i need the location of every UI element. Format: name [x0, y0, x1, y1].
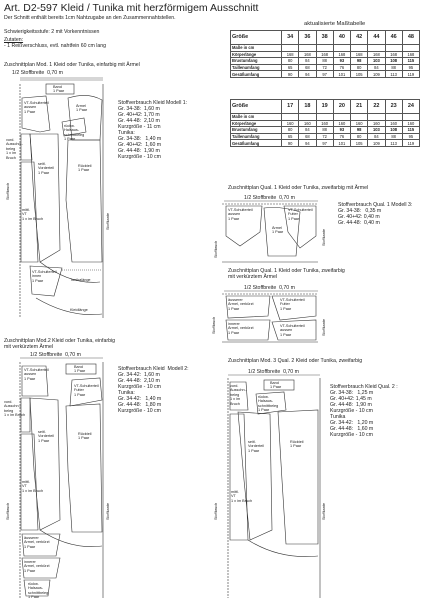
plan-q1-selvage-label: Stoffkante	[322, 228, 326, 246]
difficulty-level: Schwierigkeitsstufe: 2 mit Vorkenntnissen	[4, 29, 100, 35]
table-cell: 68	[299, 133, 316, 140]
plan3-usage: Stoffverbrauch Kleid Qual. 2 : Gr. 34-38: 1,25 m Gr. 40+42: 1,45 m Gr. 44-48: 1,90 m Kurzgröße - 10 cm Tunika Gr. 34-42: 1,20 m Gr. 44-48: 1,60 m Kurzgröße - 10 cm	[330, 384, 398, 438]
table-cell: 168	[351, 51, 368, 58]
plan-q1b-lining-label: VT-Schulterteil Futter 1 Paar	[280, 298, 305, 311]
table-cell: 80	[282, 58, 299, 65]
table-cell: 95	[402, 133, 419, 140]
row-label: Brustumfang	[231, 127, 282, 134]
plan-q1-width: 1/2 Stoffbreite 0,70 m	[244, 195, 295, 201]
table-cell: 168	[402, 51, 419, 58]
table-cell: 168	[385, 51, 402, 58]
table-cell: 119	[402, 71, 419, 78]
plan1-shoulder-label: VT-Schulterteil aussen 1 Paar	[24, 101, 49, 114]
table-cell: 65	[282, 64, 299, 71]
table-cell: 93	[333, 127, 350, 134]
size-header-cell: 21	[351, 100, 368, 114]
table-cell: 113	[385, 140, 402, 147]
row-label: Maße in cm	[231, 45, 282, 52]
row-label: Gesäßumfang	[231, 71, 282, 78]
plan1-usage: Stoffverbrauch Kleid Modell 1: Gr. 34-38: 1,60 m Gr. 40+42: 1,70 m Gr. 44-48: 2,10 m Kurzgröße - 11 cm Tunika: Gr. 34-38: 1,40 m Gr. 40+42: 1,60 m Gr. 44-48: 1,90 m Kurzgröße - 10 cm	[118, 100, 188, 160]
plan2-outer-sleeve-label: äusserer Ärmel, verkürzt 1 Paar	[24, 536, 50, 549]
table-cell: 115	[402, 58, 419, 65]
size-header-cell: 24	[402, 100, 419, 114]
table-cell: 101	[333, 140, 350, 147]
row-label: Taillenumfang	[231, 133, 282, 140]
table-cell: 84	[299, 58, 316, 65]
table-cell: 97	[316, 71, 333, 78]
row-label: Gesäßumfang	[231, 140, 282, 147]
table-cell: 105	[351, 140, 368, 147]
plan1-fold-label: Stoffbruch	[6, 182, 10, 200]
table-cell: 94	[299, 71, 316, 78]
table-cell: 88	[316, 127, 333, 134]
table-cell: 113	[385, 71, 402, 78]
notions-list: - 1 Reißverschluss, evtl. nahtfein 60 cm lang	[4, 43, 107, 49]
table-cell: 98	[351, 58, 368, 65]
row-label: Brustumfang	[231, 58, 282, 65]
plan3-back-label: Rückteil 1 Paar	[290, 440, 304, 449]
table-cell: 72	[316, 64, 333, 71]
plan-q1b-shoulder-label: VT-Schulterteil aussen 1 Paar	[280, 324, 305, 337]
plan2-front-facing-label: vord. Ausschn.- beleg 1 x im Bruch	[4, 400, 26, 418]
plan-q1b-outer-sleeve-label: äusserer Ärmel, verkürzt 1 Paar	[228, 298, 254, 311]
table-cell: 108	[385, 127, 402, 134]
plan1-inner-shoulder-label: VT-Schulterteil innen 1 Paar	[32, 270, 57, 283]
plan-q1b-selvage-label: Stoffkante	[322, 318, 326, 336]
plan-q1-usage: Stoffverbrauch Qual. 1 Modell 3: Gr. 34-38: 0,35 m Gr. 40+42: 0,40 m Gr. 44-48: 0,40 m	[338, 202, 413, 226]
plan2-selvage-label: Stoffkante	[106, 502, 110, 520]
table-cell: 103	[368, 127, 385, 134]
plan-q1b-fold-label: Stoffbruch	[212, 316, 216, 334]
table-cell: 88	[385, 64, 402, 71]
plan1-selvage-label: Stoffkante	[106, 212, 110, 230]
size-header-cell: 48	[402, 31, 419, 45]
plan1-title: Zuschnittplan Mod. 1 Kleid oder Tunika, einfarbig mit Ärmel	[4, 62, 140, 68]
plan1-width: 1/2 Stoffbreite 0,70 m	[12, 70, 63, 76]
plan3-band-label: Band 1 Paar	[270, 381, 282, 390]
plan2-shoulder-label: VT-Schulterteil aussen 1 Paar	[24, 368, 49, 381]
table-cell: 168	[316, 51, 333, 58]
table-cell: 84	[299, 127, 316, 134]
plan2-centre-front-label: mittl. VT 1 x im Bruch	[22, 480, 44, 493]
plan-q1b-title: Zuschnittplan Qual. 1 Kleid oder Tunika, zweifarbig mit verkürztem Ärmel	[228, 268, 345, 280]
document-subtitle: Der Schnitt enthält bereits 1cm Nahtzugabe an den Zusammennahtstellen.	[4, 15, 176, 21]
plan3-width: 1/2 Stoffbreite 0,70 m	[248, 369, 299, 375]
table-cell: 160	[282, 120, 299, 127]
plan3-front-facing-label: vord. Ausschn.- beleg 1 x im Bruch	[230, 384, 247, 406]
plan-q1-title: Zuschnittplan Qual. 1 Kleid oder Tunika, zweifarbig mit Ärmel	[228, 185, 369, 191]
table-cell: 101	[333, 71, 350, 78]
table-cell: 160	[402, 120, 419, 127]
notions-heading: Zutaten:	[4, 37, 24, 43]
table-cell: 98	[351, 127, 368, 134]
plan1-dress-length-label: Kleidlänge	[70, 308, 88, 312]
size-header-cell: 22	[368, 100, 385, 114]
table-cell: 168	[368, 51, 385, 58]
table-cell: 160	[316, 120, 333, 127]
table-cell: 109	[368, 71, 385, 78]
size-header-label: Größe	[231, 31, 282, 45]
table-cell: 84	[368, 133, 385, 140]
plan3-selvage-label: Stoffkante	[322, 502, 326, 520]
plan1-back-facing-label: rückw. Halsaus- schnittbeleg 1 Paar	[64, 124, 85, 142]
table-cell: 88	[316, 58, 333, 65]
row-label: Taillenumfang	[231, 64, 282, 71]
table-cell: 95	[402, 64, 419, 71]
plan3-fold-label: Stoffbruch	[214, 502, 218, 520]
size-header-cell: 42	[351, 31, 368, 45]
plan1-front-facing-label: vord. Ausschn.- beleg 1 x im Bruch	[6, 138, 23, 160]
plan-q1-lining-label: VT-Schulterteil Futter 1 Paar	[288, 208, 313, 221]
table-cell: 97	[316, 140, 333, 147]
plan1-band-label: Band 1 Paar	[53, 85, 65, 94]
row-label: Körperlänge	[231, 51, 282, 58]
plan2-back-facing-label: rückw. Halsaus- schnittbeleg 1 Paar	[28, 582, 49, 600]
plan2-back-label: Rückteil 1 Paar	[78, 432, 92, 441]
plan-q1-sleeve-label: Ärmel 1 Paar	[272, 226, 284, 235]
table-cell: 90	[282, 140, 299, 147]
table-cell: 76	[333, 64, 350, 71]
table-cell: 160	[368, 120, 385, 127]
table-cell: 93	[333, 58, 350, 65]
size-header-cell: 17	[282, 100, 299, 114]
plan-q1b-inner-sleeve-label: innerer Ärmel, verkürzt 1 Paar	[228, 322, 254, 335]
size-header-cell: 44	[368, 31, 385, 45]
plan1-centre-front-label: mittl. VT 1 x im Bruch	[22, 208, 44, 221]
document-title: Art. D2-597 Kleid / Tunika mit herzförmigem Ausschnitt	[4, 2, 259, 14]
table-cell: 168	[282, 51, 299, 58]
plan3-side-front-label: seitl. Vorderteil 1 Paar	[248, 440, 265, 453]
size-header-cell: 19	[316, 100, 333, 114]
table-cell: 84	[368, 64, 385, 71]
plan2-fold-label: Stoffbruch	[6, 502, 10, 520]
table-cell: 72	[316, 133, 333, 140]
plan1-sleeve-label: Ärmel 1 Paar	[76, 104, 88, 113]
size-header-cell: 36	[299, 31, 316, 45]
size-header-cell: 46	[385, 31, 402, 45]
table-cell: 160	[385, 120, 402, 127]
size-header-label: Größe	[231, 100, 282, 114]
table-cell: 65	[282, 133, 299, 140]
size-header-cell: 40	[333, 31, 350, 45]
table-cell: 76	[333, 133, 350, 140]
table-cell: 80	[351, 133, 368, 140]
plan3-back-facing-label: rückw. Halsaus- schnittbeleg 1 Paar	[258, 395, 279, 413]
plan2-inner-sleeve-label: innerer Ärmel, verkürzt 1 Paar	[24, 560, 50, 573]
plan1-back-label: Rückteil 1 Paar	[78, 164, 92, 173]
table-cell: 115	[402, 127, 419, 134]
plan1-side-front-label: seitl. Vorderteil 1 Paar	[38, 162, 55, 175]
table-cell: 160	[299, 120, 316, 127]
table-cell: 108	[385, 58, 402, 65]
plan2-band-label: Band 1 Paar	[74, 365, 86, 374]
table-cell: 119	[402, 140, 419, 147]
size-header-cell: 23	[385, 100, 402, 114]
table-cell: 90	[282, 71, 299, 78]
size-table-caption: aktualisierte Maßtabelle	[304, 21, 366, 27]
size-header-cell: 18	[299, 100, 316, 114]
table-cell: 80	[351, 64, 368, 71]
table-cell: 160	[333, 120, 350, 127]
table-cell: 88	[385, 133, 402, 140]
table-cell: 80	[282, 127, 299, 134]
plan-q1b-width: 1/2 Stoffbreite 0,70 m	[244, 285, 295, 291]
table-cell: 68	[299, 64, 316, 71]
table-cell: 109	[368, 140, 385, 147]
size-header-cell: 34	[282, 31, 299, 45]
plan3-centre-front-label: mittl. VT 1 x im Bruch	[231, 490, 253, 503]
size-header-cell: 20	[333, 100, 350, 114]
plan2-width: 1/2 Stoffbreite 0,70 m	[30, 352, 81, 358]
plan2-usage: Stoffverbrauch Kleid Modell 2: Gr. 34-42: 1,60 m Gr. 44-48: 2,10 m Kurzgröße - 10 cm Tunika: Gr. 34-42: 1,40 m Gr. 44-48: 1,80 m Kurzgröße - 10 cm	[118, 366, 189, 414]
size-header-cell: 38	[316, 31, 333, 45]
row-label: Körperlänge	[231, 120, 282, 127]
table-cell: 160	[351, 120, 368, 127]
plan2-lining-label: VT-Schulterteil Futter 1 Paar	[74, 384, 99, 397]
plan2-side-front-label: seitl. Vorderteil 1 Paar	[38, 430, 55, 443]
row-label: Maße in cm	[231, 114, 282, 121]
table-cell: 105	[351, 71, 368, 78]
table-cell: 94	[299, 140, 316, 147]
table-cell: 103	[368, 58, 385, 65]
plan-q1-shoulder-label: VT-Schulterteil aussen 1 Paar	[228, 208, 253, 221]
plan3-title: Zuschnittplan Mod. 3 Qual. 2 Kleid oder Tunika, zweifarbig	[228, 358, 363, 364]
table-cell: 168	[299, 51, 316, 58]
plan1-tunic-length-label: Tunikalänge	[70, 278, 91, 282]
plan-q1-fold-label: Stoffbruch	[214, 240, 218, 258]
table-cell: 168	[333, 51, 350, 58]
plan2-title: Zuschnittplan Mod.2 Kleid oder Tunika, einfarbig mit verkürztem Ärmel	[4, 338, 116, 350]
